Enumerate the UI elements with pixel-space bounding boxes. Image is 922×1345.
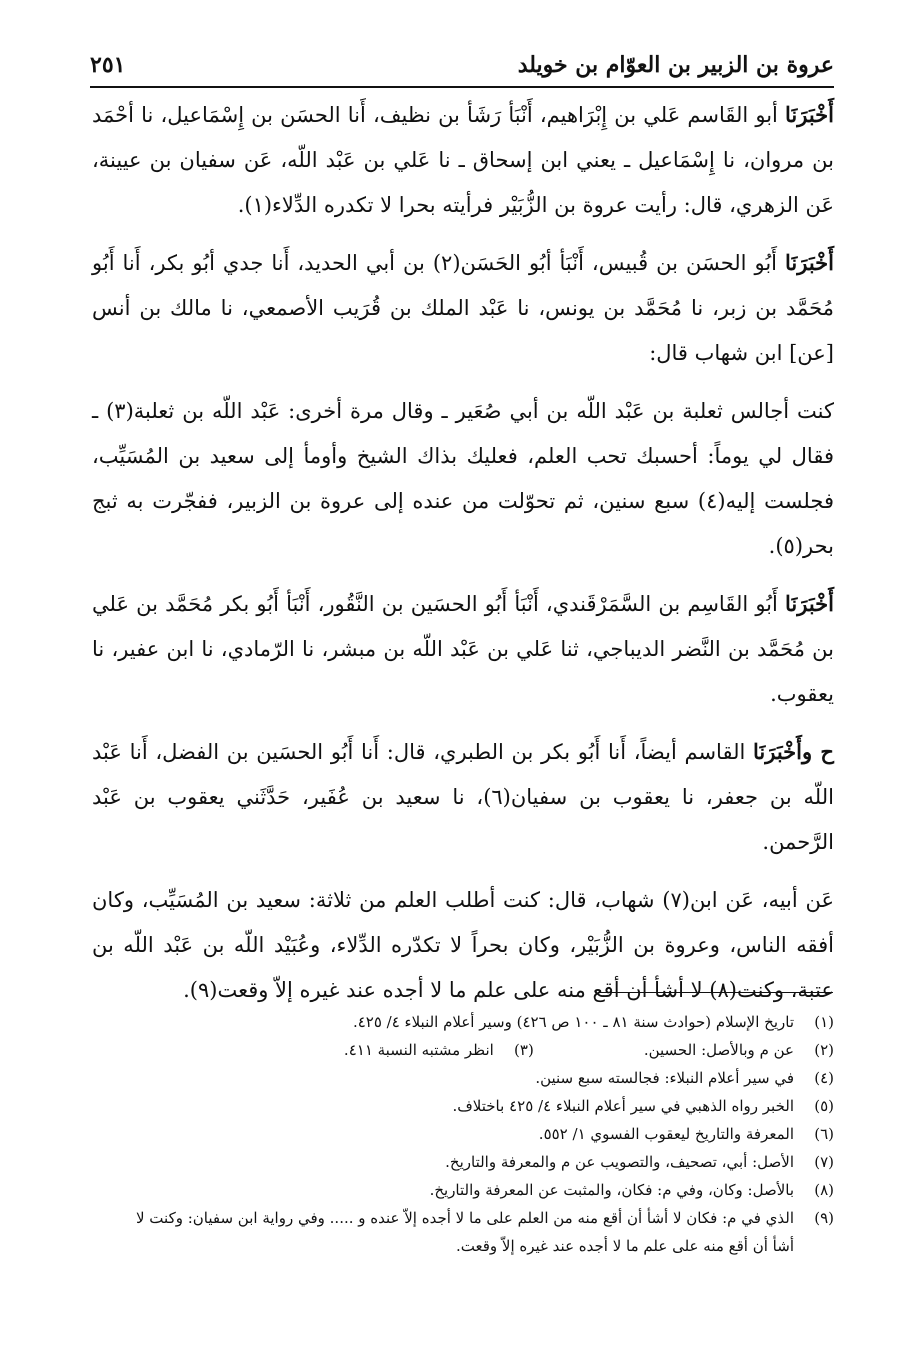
paragraph bbox=[92, 240, 834, 376]
footnote-text: انظر مشتبه النسبة ٤١١. bbox=[343, 1041, 494, 1059]
footnote-text: بالأصل: وكان، وفي م: فكان، والمثبت عن المعرفة والتاريخ. bbox=[429, 1181, 794, 1199]
footnote bbox=[110, 1120, 834, 1148]
footnote bbox=[110, 1176, 834, 1204]
footnote bbox=[110, 1036, 834, 1064]
paragraph-lead: أَخْبَرَنَا bbox=[785, 250, 834, 275]
paragraph-text: أبو القَاسم عَلي بن إِبْرَاهيم، أَنْبَأ رَشَأ بن نظيف، أَنا الحسَن بن إِسْمَاعيل، نا أحْمَد بن مروان، نا إِسْمَاعيل ـ يعني ابن إسحاق ـ نا عَلي بن عَبْد اللّه، عَن سفيان بن عيينة، عَن الزهري، قال: رأيت عروة بن الزُّبَيْر فرأيته بحرا لا تكدره الدِّلاء(١). bbox=[92, 103, 834, 217]
footnote-text: الخبر رواه الذهبي في سير أعلام النبلاء ٤/ ٤٢٥ باختلاف. bbox=[452, 1097, 794, 1115]
footnote-text: عن م وبالأصل: الحسين. bbox=[643, 1041, 794, 1059]
paragraph-lead: ح وأَخْبَرَنَا bbox=[752, 739, 834, 764]
page-header bbox=[90, 52, 834, 88]
footnote-number: (٧) bbox=[814, 1153, 834, 1171]
paragraph-text: أَبُو القَاسِم بن السَّمَرْقَندي، أَنْبَأ أَبُو الحسَين بن النَّقُور، أَنْبَأ أَبُو بكر مُحَمَّد بن عَلي بن مُحَمَّد بن النَّضر الديباجي، ثنا عَلي بن عَبْد اللّه بن مبشر، نا الرّمادي، نا ابن عفير، نا يعقوب. bbox=[92, 592, 834, 706]
footnote bbox=[110, 1008, 834, 1036]
footnote bbox=[110, 1064, 834, 1092]
paragraph-text: أَبُو الحسَن بن قُبيس، أَنْبَأ أبُو الحَسَن(٢) بن أبي الحديد، أَنا جدي أبُو بكر، أَنا أَبُو مُحَمَّد بن زبر، نا مُحَمَّد بن يونس، نا عَبْد الملك بن قُرَيب الأصمعي، نا مالك بن أنس [عن] ابن شهاب قال: bbox=[92, 251, 834, 365]
running-title: عروة بن الزبير بن العوّام بن خويلد bbox=[517, 52, 834, 78]
footnote-text: الذي في م: فكان لا أشأ أن أقع منه من العلم على ما لا أجده إلاّ عنده و ..... وفي رواية ابن سفيان: وكنت لا أشأ أن أقع منه على علم ما لا أجده عند غيره إلاّ وقعت. bbox=[135, 1209, 794, 1255]
paragraph-lead: أَخْبَرَنَا bbox=[785, 102, 834, 127]
footnote-number: (٣) bbox=[514, 1041, 534, 1059]
footnote-text: المعرفة والتاريخ ليعقوب الفسوي ١/ ٥٥٢. bbox=[538, 1125, 794, 1143]
paragraph-text: القاسم أيضاً، أَنا أَبُو بكر بن الطبري، قال: أَنا أَبُو الحسَين بن الفضل، أَنا عَبْد اللّه بن جعفر، نا يعقوب بن سفيان(٦)، نا سعيد بن عُفَير، حَدَّثَني يعقوب بن عَبْد الرَّحمن. bbox=[92, 740, 834, 854]
paragraph-lead: أَخْبَرَنَا bbox=[785, 591, 834, 616]
footnote-number: (٥) bbox=[814, 1097, 834, 1115]
footnote-text: في سير أعلام النبلاء: فجالسته سبع سنين. bbox=[535, 1069, 794, 1087]
paragraph-text: عَن أبيه، عَن ابن(٧) شهاب، قال: كنت أطلب العلم من ثلاثة: سعيد بن المُسَيِّب، وكان أفقه الناس، وعروة بن الزُّبَيْر، وكان بحراً لا تكدّره الدِّلاء، وعُبَيْد اللّه بن عَبْد اللّه بن عتبة، وكنت(٨) لا أشأ أن أقع منه على علم ما لا أجده عند غيره إلاّ وقعت(٩). bbox=[92, 888, 835, 1002]
paragraph bbox=[92, 581, 834, 717]
main-text bbox=[92, 92, 834, 1025]
paragraph bbox=[92, 729, 834, 865]
footnote-number: (٦) bbox=[814, 1125, 834, 1143]
footnote-text: الأصل: أبي، تصحيف، والتصويب عن م والمعرفة والتاريخ. bbox=[445, 1153, 794, 1171]
paragraph-text: كنت أجالس ثعلبة بن عَبْد اللّه بن أبي صُعَير ـ وقال مرة أخرى: عَبْد اللّه بن ثعلبة(٣) ـ فقال لي يوماً: أحسبك تحب العلم، فعليك بذاك الشيخ وأومأ إلى سعيد بن المُسَيِّب، فجلست إليه(٤) سبع سنين، ثم تحوّلت من عنده إلى عروة بن الزبير، ففجّرت به ثبج بحر(٥). bbox=[92, 399, 834, 558]
footnote-number: (٩) bbox=[814, 1209, 834, 1227]
footnotes bbox=[110, 1008, 834, 1260]
footnote-number: (٤) bbox=[814, 1069, 834, 1087]
footnote-number: (٨) bbox=[814, 1181, 834, 1199]
paragraph bbox=[92, 388, 834, 569]
paragraph bbox=[92, 92, 834, 228]
footnote-divider bbox=[598, 992, 833, 993]
footnote bbox=[110, 1148, 834, 1176]
footnote bbox=[110, 1092, 834, 1120]
page-number: ٢٥١ bbox=[90, 52, 126, 78]
footnote bbox=[110, 1204, 834, 1260]
footnote-number: (٢) bbox=[814, 1041, 834, 1059]
footnote-number: (١) bbox=[814, 1013, 834, 1031]
footnote-text: تاريخ الإسلام (حوادث سنة ٨١ ـ ١٠٠ ص ٤٢٦) وسير أعلام النبلاء ٤/ ٤٢٥. bbox=[352, 1013, 794, 1031]
